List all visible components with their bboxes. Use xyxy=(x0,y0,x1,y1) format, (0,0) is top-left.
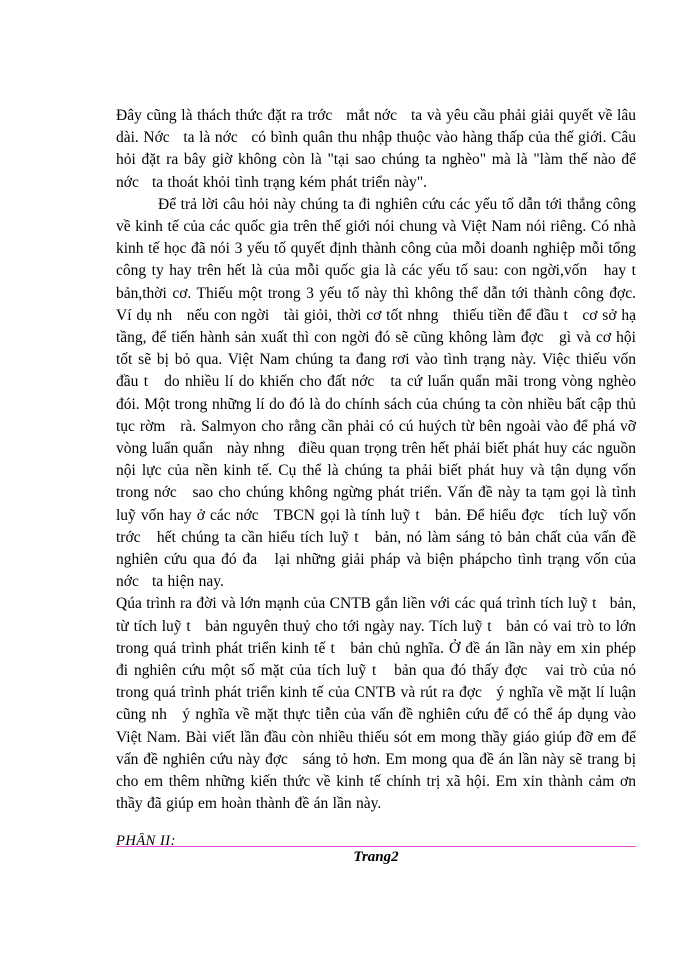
paragraph-intro: Đây cũng là thách thức đặt ra trớc mắt nớc ta và yêu cầu phải giải quyết về lâu dài. Nớc ta là nớc có bình quân thu nhập thuộc vào hàng thấp của thế giới. Câu hỏi đặt ra bây giờ không còn là "tại sao chúng ta nghèo" mà là "làm thế nào để nớc ta thoát khỏi tình trạng kém phát triển này". xyxy=(116,107,641,191)
page-number: Trang2 xyxy=(353,849,399,865)
paragraph-purpose: Qúa trình ra đời và lớn mạnh của CNTB gắn liền với các quá trình tích luỹ t bản, từ tích luỹ t bản nguyên thuỷ cho tới ngày nay. Tích luỹ t bản có vai trò to lớn trong quá trình phát triển kinh tế t bản chủ nghĩa. Ở đề án lần này em xin phép đi nghiên cứu một số mặt của tích luỹ t bản qua đó thấy đợc vai trò của nó trong quá trình phát triển kinh tế của CNTB và rút ra đợc ý nghĩa về mặt lí luận cũng nh ý nghĩa về mặt thực tiễn của vấn đề nghiên cứu để có thể áp dụng vào Việt Nam. Bài viết lần đầu còn nhiều thiếu sót em mong thầy giáo giúp đỡ em để vấn đề nghiên cứu này đợc sáng tỏ hơn. Em mong qua đề án lần này sẽ trang bị cho em thêm những kiến thức về kinh tế chính trị xã hội. Em xin thành cảm ơn thầy đã giúp em hoàn thành đề án lần này. xyxy=(116,595,641,813)
footer-divider xyxy=(116,846,636,847)
body-text xyxy=(116,105,650,816)
paragraph-question: Để trả lời câu hỏi này chúng ta đi nghiên cứu các yếu tố dẫn tới thắng công về kinh tế của các quốc gia trên thế giới nói chung và Việt Nam nói riêng. Có nhà kinh tế học đã nói 3 yếu tố quyết định thành công của mỗi doanh nghiệp mỗi tổng công ty hay trên hết là của mỗi quốc gia là các yếu tố sau: con ngời,vốn hay t bản,thời cơ. Thiếu một trong 3 yếu tố này thì không thể dẫn tới thành công đợc. Ví dụ nh nếu con ngời tài giỏi, thời cơ tốt nhng thiếu tiền để đầu t cơ sở hạ tầng, để tiến hành sản xuất thì con ngời đó sẽ cũng không làm đợc gì và cơ hội tốt sẽ bị bỏ qua. Việt Nam chúng ta đang rơi vào tình trạng này. Việc thiếu vốn đầu t do nhiều lí do khiến cho đất nớc ta cứ luẩn quẩn mãi trong vòng nghèo đói. Một trong những lí do đó là do chính sách của chúng ta còn nhiều bất cập thủ tục rờm rà. Salmyon cho rằng cần phải có cú huých từ bên ngoài vào để phá vỡ vòng luẩn quẩn này nhng điều quan trọng trên hết phải biết phát huy các nguồn nội lực của nền kinh tế. Cụ thể là chúng ta phải biết phát huy và tận dụng vốn trong nớc sao cho chúng không ngừng phát triển. Vấn đề này ta tạm gọi là tình luỹ vốn hay ở các nớc TBCN gọi là tính luỹ t bản. Để hiểu đợc tích luỹ vốn trớc hết chúng ta cần hiểu tích luỹ t bản, nó làm sáng tỏ bản chất của vấn đề nghiên cứu qua đó đa lại những giải pháp và biện phápcho tình trạng vốn của nớc ta hiện nay. xyxy=(116,195,650,591)
next-section-heading: PHẦN II: xyxy=(116,833,176,845)
